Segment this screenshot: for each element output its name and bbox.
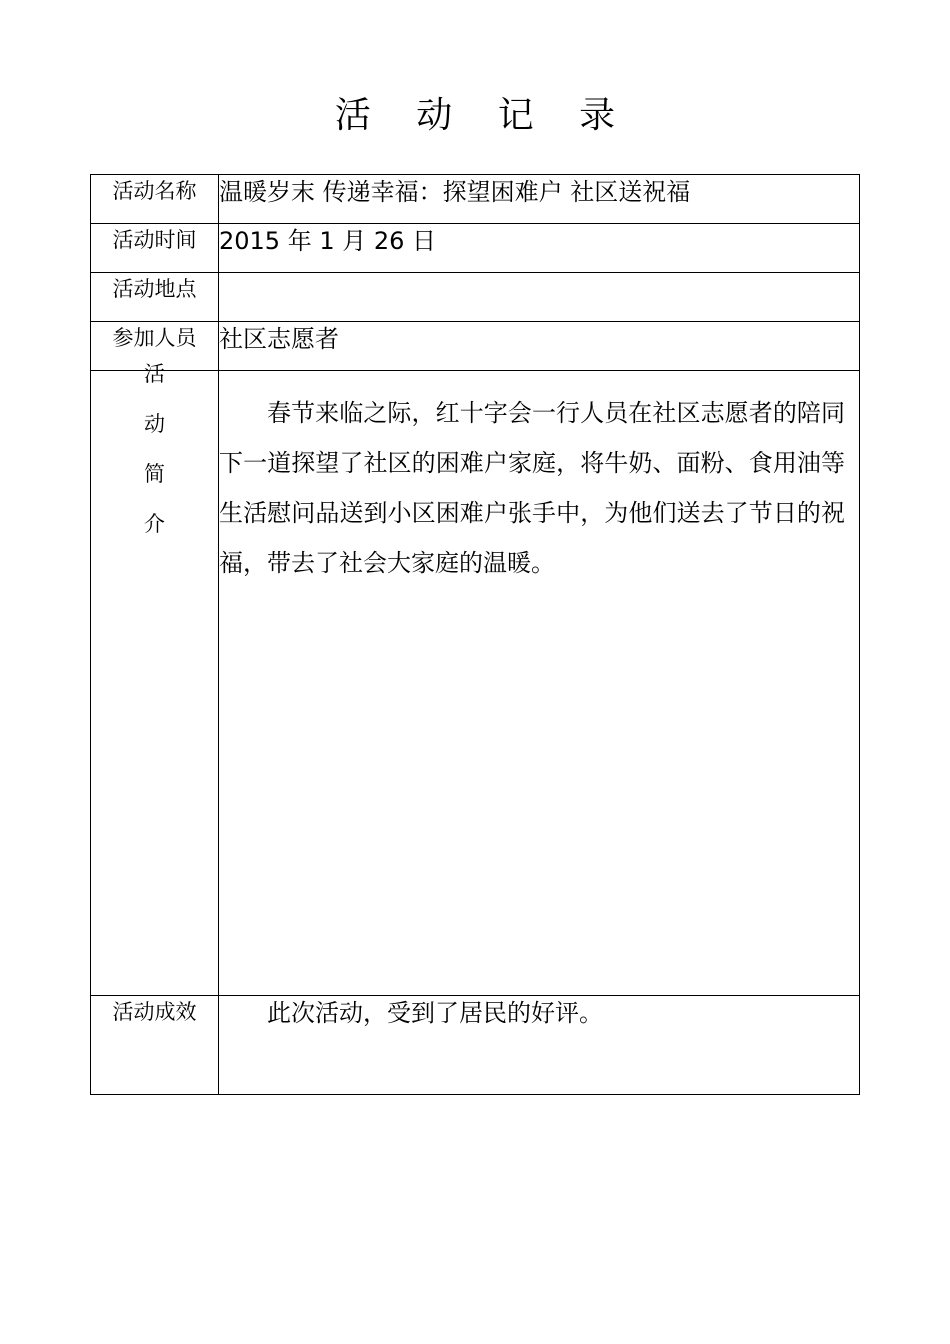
activity-name-value: 温暖岁末 传递幸福：探望困难户 社区送祝福: [219, 175, 860, 224]
summary-label-char: 动: [144, 412, 165, 436]
table-row-activity-place: [91, 273, 860, 322]
summary-label-char: 介: [144, 512, 165, 536]
activity-time-label: 活动时间: [91, 224, 219, 273]
participants-label: 参加人员: [91, 322, 219, 371]
activity-place-value: [219, 273, 860, 322]
table-row-activity-time: [91, 224, 860, 273]
activity-summary-label: [91, 362, 219, 996]
table-row-activity-summary: [91, 371, 860, 996]
page-title: 活 动 记 录: [334, 95, 633, 136]
summary-label-char: 简: [144, 462, 165, 486]
activity-record-table: [90, 174, 860, 1095]
activity-summary-text: 春节来临之际，红十字会一行人员在社区志愿者的陪同下一道探望了社区的困难户家庭，将牛奶、面粉、食用油等生活慰问品送到小区困难户张手中，为他们送去了节日的祝福，带去了社会大家庭的温暖。: [219, 399, 845, 577]
summary-label-char: 活: [144, 362, 165, 386]
activity-summary-cell: [219, 371, 860, 996]
activity-result-cell: [219, 996, 860, 1095]
activity-name-label: 活动名称: [91, 175, 219, 224]
participants-value: 社区志愿者: [219, 322, 860, 371]
table-row-activity-name: [91, 175, 860, 224]
activity-result-text: 此次活动，受到了居民的好评。: [267, 999, 603, 1027]
activity-time-value: 2015 年 1 月 26 日: [219, 224, 860, 273]
table-row-activity-result: [91, 996, 860, 1095]
activity-result-label: 活动成效: [91, 996, 219, 1095]
activity-place-label: 活动地点: [91, 273, 219, 322]
